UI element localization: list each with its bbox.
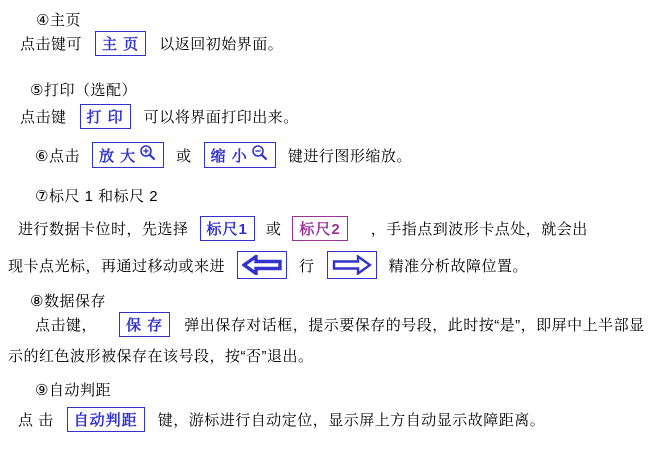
home-line-prefix: 点击键可 [20, 35, 83, 53]
print-key [80, 104, 131, 129]
zoom-in-key [92, 142, 164, 168]
save-key-label: 保 存 [126, 316, 164, 334]
print-line-suffix: 可以将界面打印出来。 [143, 108, 299, 126]
section-print-heading: ⑤打印（选配） [30, 81, 137, 99]
auto-p1: 点 击 [18, 411, 54, 429]
rulers-p2: ，手指点到波形卡点处，就会出 [370, 220, 588, 238]
rulers-or-text: 或 [265, 220, 282, 238]
home-key [95, 31, 146, 56]
section-home-heading: ④主页 [36, 11, 81, 29]
print-line-prefix: 点击键 [20, 108, 67, 126]
zoom-out-key [204, 142, 276, 168]
save-p3: 示的红色波形被保存在该号段，按“否”退出。 [8, 347, 314, 365]
zoom-line-suffix: 键进行图形缩放。 [287, 147, 412, 165]
block-arrow-right-icon [327, 251, 377, 279]
section-rulers-heading: ⑦标尺 1 和标尺 2 [35, 187, 159, 205]
ruler1-key-label: 标尺1 [206, 220, 248, 238]
zoom-out-key-label: 缩 小 [210, 147, 248, 165]
auto-key [67, 407, 145, 432]
save-p2: 弹出保存对话框，提示要保存的号段，此时按“是”，即屏中上半部显 [184, 316, 645, 334]
ruler1-key [200, 216, 255, 241]
zoom-or-text: 或 [176, 147, 192, 165]
rulers-mid: 行 [299, 257, 315, 275]
section-save-heading: ⑧数据保存 [30, 292, 106, 310]
ruler2-key [292, 216, 347, 241]
rulers-p1: 进行数据卡位时，先选择 [18, 220, 189, 238]
block-arrow-left-icon [237, 251, 287, 279]
save-p1: 点击键， [35, 316, 98, 334]
rulers-p3: 现卡点光标，再通过移动或来进 [8, 257, 226, 275]
rulers-p4: 精准分析故障位置。 [388, 257, 529, 275]
home-line-suffix: 以返回初始界面。 [159, 35, 284, 53]
zoom-line-prefix: ⑥点击 [35, 147, 80, 165]
section-auto-heading: ⑨自动判距 [35, 381, 111, 399]
magnifier-minus-icon [251, 144, 269, 166]
ruler2-key-label: 标尺2 [299, 220, 341, 238]
auto-p2: 键，游标进行自动定位，显示屏上方自动显示故障距离。 [157, 411, 546, 429]
save-key [119, 312, 170, 337]
auto-key-label: 自动判距 [73, 411, 138, 429]
print-key-label: 打 印 [86, 108, 124, 126]
magnifier-plus-icon [139, 144, 157, 166]
home-key-label: 主 页 [102, 35, 140, 53]
zoom-in-key-label: 放 大 [98, 147, 137, 165]
